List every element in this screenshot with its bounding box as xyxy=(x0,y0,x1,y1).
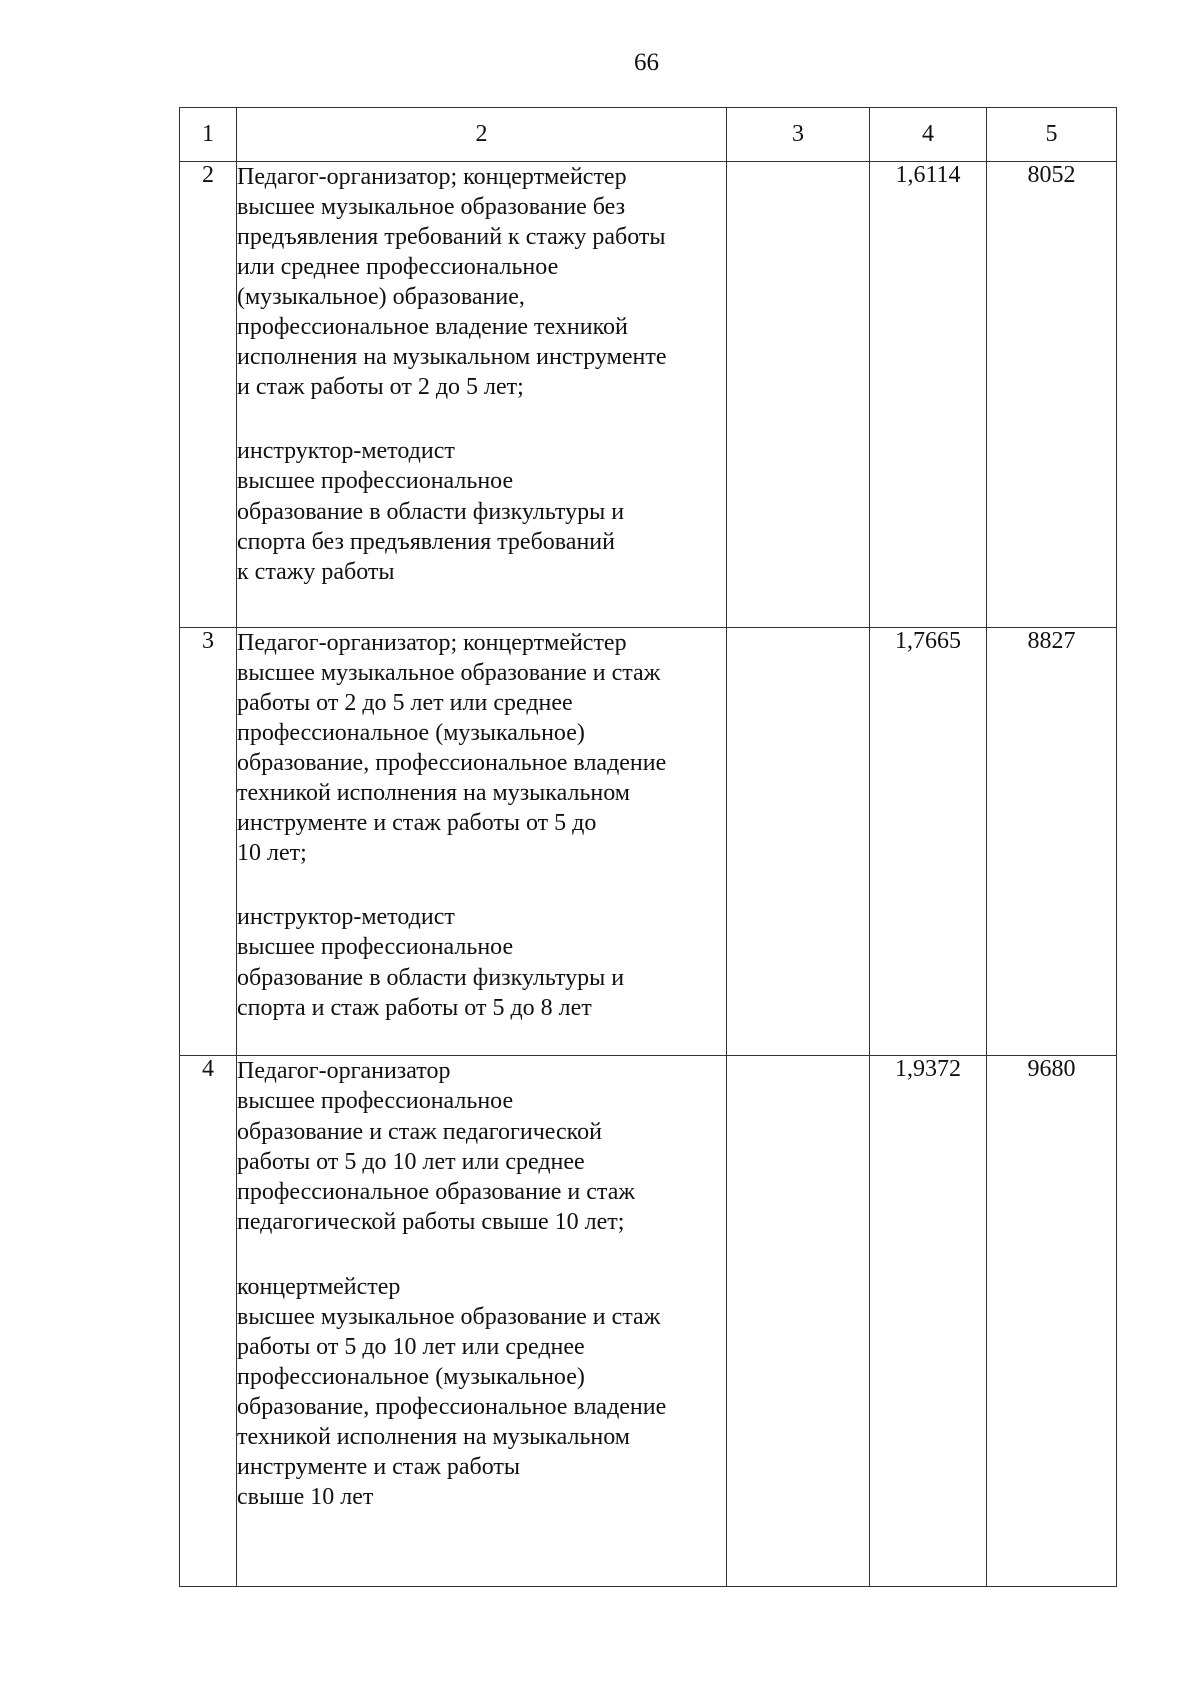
description-block xyxy=(237,902,726,1023)
text-line: Педагог-организатор xyxy=(237,1058,451,1084)
text-line: инструменте и стаж работы xyxy=(237,1453,520,1480)
text-line: и стаж работы от 2 до 5 лет; xyxy=(237,374,524,400)
text-line: образование в области физкультуры и xyxy=(237,964,625,991)
text-line: образование в области физкультуры и xyxy=(237,498,625,525)
text-line: инструменте и стаж работы от 5 до xyxy=(237,810,597,836)
description-block xyxy=(237,1056,726,1238)
salary-table xyxy=(179,107,1117,1587)
text-line: спорта без предъявления требований xyxy=(237,528,615,555)
table-row xyxy=(180,162,1117,628)
column-3-cell xyxy=(727,162,870,628)
text-line: высшее музыкальное образование и стаж xyxy=(237,1303,661,1330)
text-line: свыше 10 лет xyxy=(237,1483,374,1510)
table-row xyxy=(180,628,1117,1056)
coefficient-cell: 1,7665 xyxy=(870,628,987,1056)
coefficient-cell: 1,9372 xyxy=(870,1056,987,1587)
text-line: работы от 2 до 5 лет или среднее xyxy=(237,690,573,716)
page-number: 66 xyxy=(634,49,659,76)
header-cell-4: 4 xyxy=(870,108,987,162)
amount-cell: 8052 xyxy=(987,162,1117,628)
text-line: высшее музыкальное образование без xyxy=(237,194,626,220)
text-line: инструктор-методист xyxy=(237,438,455,464)
text-line: профессиональное владение техникой xyxy=(237,314,628,340)
text-line: техникой исполнения на музыкальном xyxy=(237,1423,630,1450)
text-line: Педагог-организатор; концертмейстер xyxy=(237,164,627,190)
text-line: профессиональное образование и стаж xyxy=(237,1179,635,1206)
position-description xyxy=(237,628,727,1056)
text-line: высшее профессиональное xyxy=(237,468,514,495)
description-block xyxy=(237,436,726,587)
header-cell-2: 2 xyxy=(237,108,727,162)
column-3-cell xyxy=(727,1056,870,1587)
description-block xyxy=(237,162,726,402)
text-line: образование, профессиональное владение xyxy=(237,1393,667,1420)
position-description xyxy=(237,1056,727,1587)
coefficient-cell: 1,6114 xyxy=(870,162,987,628)
text-line: инструктор-методист xyxy=(237,904,455,930)
header-cell-1: 1 xyxy=(180,108,237,162)
text-line: или среднее профессиональное xyxy=(237,254,559,280)
text-line: Педагог-организатор; концертмейстер xyxy=(237,630,627,656)
amount-cell: 8827 xyxy=(987,628,1117,1056)
text-line: предъявления требований к стажу работы xyxy=(237,224,666,250)
text-line: педагогической работы свыше 10 лет; xyxy=(237,1209,625,1236)
description-block xyxy=(237,1272,726,1512)
text-line: высшее музыкальное образование и стаж xyxy=(237,660,661,686)
text-line: техникой исполнения на музыкальном xyxy=(237,780,630,806)
text-line: работы от 5 до 10 лет или среднее xyxy=(237,1148,585,1175)
text-line: к стажу работы xyxy=(237,559,395,586)
header-cell-3: 3 xyxy=(727,108,870,162)
header-cell-5: 5 xyxy=(987,108,1117,162)
row-number: 4 xyxy=(180,1056,237,1587)
table-row xyxy=(180,1056,1117,1587)
table-header-row xyxy=(180,108,1117,162)
row-number: 2 xyxy=(180,162,237,628)
amount-cell: 9680 xyxy=(987,1056,1117,1587)
text-line: образование, профессиональное владение xyxy=(237,750,667,776)
text-line: образование и стаж педагогической xyxy=(237,1118,602,1145)
text-line: концертмейстер xyxy=(237,1273,401,1300)
row-number: 3 xyxy=(180,628,237,1056)
text-line: профессиональное (музыкальное) xyxy=(237,1363,585,1390)
description-block xyxy=(237,628,726,868)
text-line: высшее профессиональное xyxy=(237,1088,514,1115)
text-line: спорта и стаж работы от 5 до 8 лет xyxy=(237,994,592,1021)
text-line: 10 лет; xyxy=(237,840,307,866)
position-description xyxy=(237,162,727,628)
text-line: исполнения на музыкальном инструменте xyxy=(237,344,667,370)
text-line: профессиональное (музыкальное) xyxy=(237,720,585,746)
text-line: работы от 5 до 10 лет или среднее xyxy=(237,1333,585,1360)
column-3-cell xyxy=(727,628,870,1056)
text-line: высшее профессиональное xyxy=(237,934,514,961)
text-line: (музыкальное) образование, xyxy=(237,284,525,310)
